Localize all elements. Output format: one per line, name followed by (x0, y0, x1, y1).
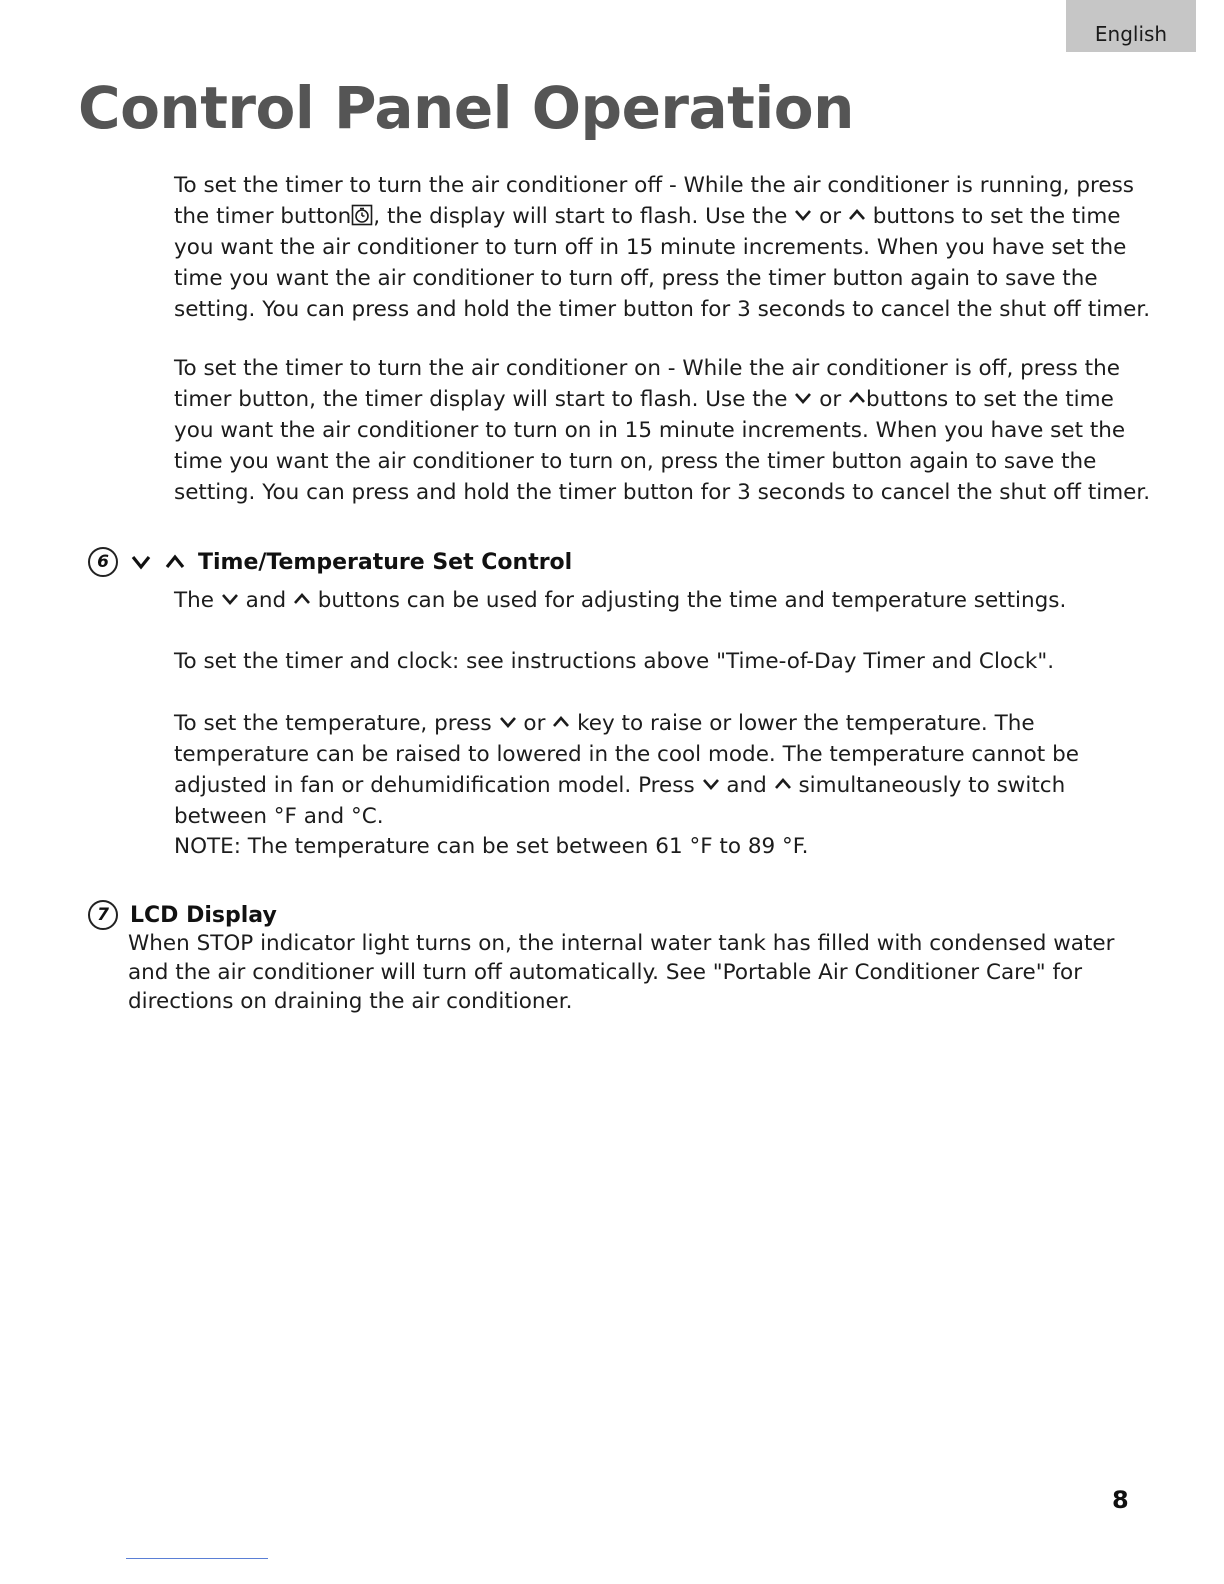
timer-off-paragraph: To set the timer to turn the air conditioner off - While the air conditioner is running, press the timer button , the display will start to flash. Use the or buttons to set the time you want the air conditioner to turn off in 15 minute increments. When you have set the time you want the air conditioner to turn off, press the timer button again to save the setting. You can press and hold the timer button for 3 seconds to cancel the shut off timer. (174, 173, 1151, 322)
lcd-display-paragraph: When STOP indicator light turns on, the internal water tank has filled with condensed water and the air conditioner will turn off automatically. See "Portable Air Conditioner Care" for directions on draining the air conditioner. (128, 931, 1115, 1014)
timer-on-paragraph: To set the timer to turn the air conditioner on - While the air conditioner is off, press the timer button, the timer display will start to flash. Use the or buttons to set the time you want the air conditioner to turn on in 15 minute increments. When you have set the time you want the air conditioner to turn on, press the timer button again to save the setting. You can press and hold the timer button for 3 seconds to cancel the shut off timer. (174, 356, 1151, 505)
down-arrow-icon (794, 391, 812, 405)
down-arrow-icon (794, 208, 812, 222)
up-arrow-icon (774, 777, 792, 791)
up-arrow-icon (293, 592, 311, 606)
up-arrow-icon (848, 391, 866, 405)
section-6-title: Time/Temperature Set Control (198, 549, 573, 575)
down-arrow-icon (130, 554, 152, 570)
section-6-intro: The and buttons can be used for adjusting the time and temperature settings. (174, 588, 1067, 613)
note-paragraph: NOTE: The temperature can be set between 61 °F to 89 °F. (174, 834, 809, 859)
section-7-number: 7 (88, 900, 118, 930)
timer-icon (351, 204, 373, 226)
temperature-paragraph: To set the temperature, press or key to raise or lower the temperature. The temperature can be raised to lowered in the cool mode. The temperature cannot be adjusted in fan or dehumidification model. Press and simultaneously to switch between °F and °C. (174, 711, 1079, 829)
up-arrow-icon (848, 208, 866, 222)
section-6-number: 6 (88, 547, 118, 577)
section-6-heading (88, 544, 572, 580)
footer-rule (126, 1558, 268, 1559)
language-tab: English (1066, 0, 1196, 52)
down-arrow-icon (499, 715, 517, 729)
page-number: 8 (1112, 1486, 1129, 1514)
section-7-title: LCD Display (130, 902, 277, 928)
up-arrow-icon (552, 715, 570, 729)
section-7-heading (88, 898, 277, 932)
up-arrow-icon (164, 554, 186, 570)
down-arrow-icon (221, 592, 239, 606)
timer-clock-paragraph: To set the timer and clock: see instructions above "Time-of-Day Timer and Clock". (174, 649, 1055, 674)
page-title: Control Panel Operation (78, 74, 854, 142)
down-arrow-icon (702, 777, 720, 791)
